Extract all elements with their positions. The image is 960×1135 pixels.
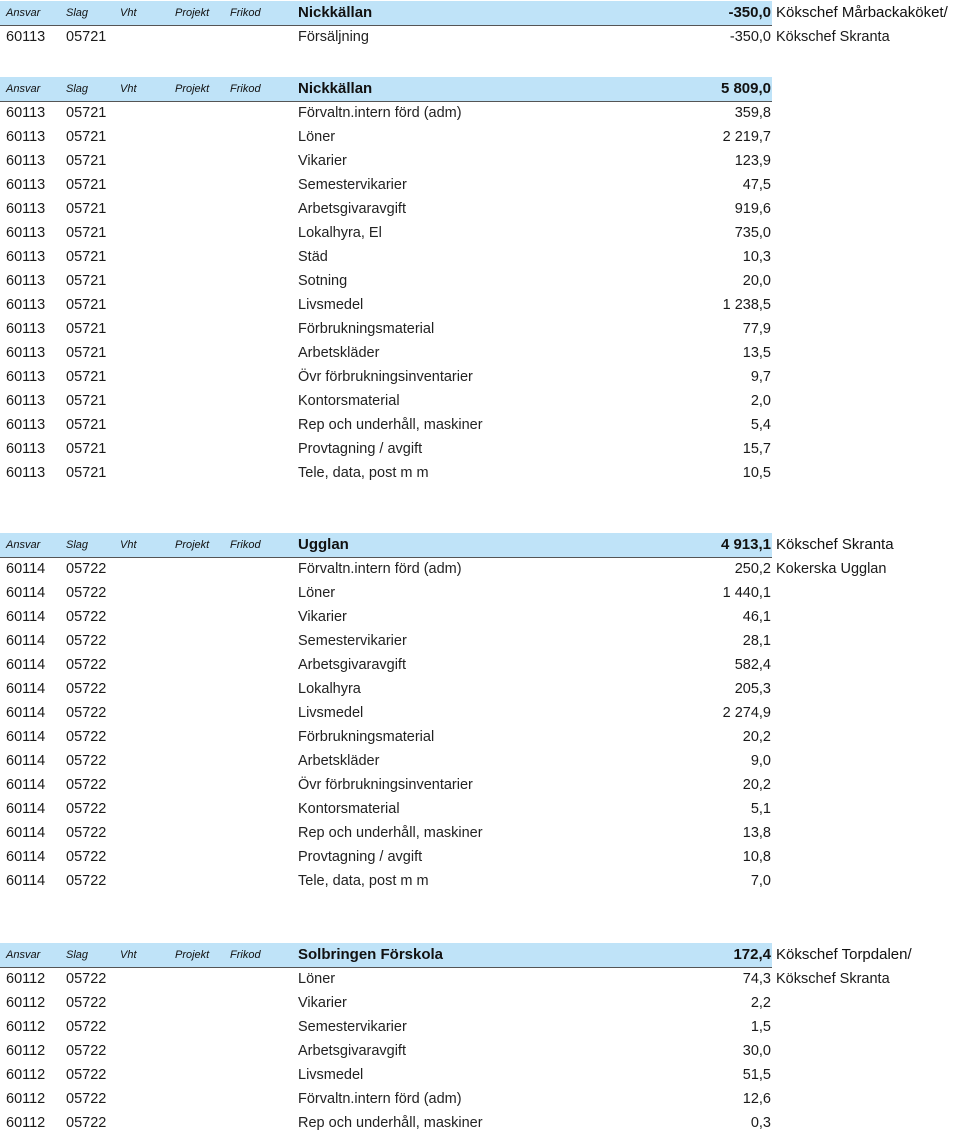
table-row	[0, 701, 960, 725]
table-row	[0, 581, 960, 605]
cell-ansvar: 60112	[6, 1067, 46, 1083]
cell-ansvar: 60113	[6, 369, 46, 385]
cell-name: Arbetskläder	[298, 345, 380, 361]
cell-slag: 05722	[66, 681, 107, 697]
cell-name: Semestervikarier	[298, 633, 407, 649]
cell-slag: 05722	[66, 1091, 107, 1107]
col-label-ansvar: Ansvar	[6, 949, 41, 961]
col-label-ansvar: Ansvar	[6, 539, 41, 551]
cell-slag: 05722	[66, 777, 107, 793]
cell-ansvar: 60112	[6, 1043, 46, 1059]
cell-slag: 05721	[66, 321, 107, 337]
cell-ansvar: 60113	[6, 297, 46, 313]
cell-name: Övr förbrukningsinventarier	[298, 777, 473, 793]
cell-name: Övr förbrukningsinventarier	[298, 369, 473, 385]
cell-ansvar: 60112	[6, 1019, 46, 1035]
cell-amount: 12,6	[742, 1091, 771, 1107]
cell-ansvar: 60113	[6, 321, 46, 337]
cell-name: Städ	[298, 249, 328, 265]
cell-ansvar: 60113	[6, 393, 46, 409]
section-note: Kökschef Skranta	[776, 536, 894, 553]
cell-name: Vikarier	[298, 153, 347, 169]
cell-amount: 582,4	[734, 657, 771, 673]
cell-slag: 05722	[66, 1043, 107, 1059]
col-label-vht: Vht	[120, 83, 137, 95]
cell-amount: 1 440,1	[722, 585, 771, 601]
cell-amount: 205,3	[734, 681, 771, 697]
cell-name: Förvaltn.intern förd (adm)	[298, 561, 462, 577]
cell-slag: 05722	[66, 849, 107, 865]
cell-name: Arbetsgivaravgift	[298, 1043, 406, 1059]
col-label-projekt: Projekt	[175, 83, 210, 95]
cell-slag: 05722	[66, 971, 107, 987]
cell-amount: 13,8	[742, 825, 771, 841]
cell-amount: 1 238,5	[722, 297, 771, 313]
cell-name: Rep och underhåll, maskiner	[298, 417, 483, 433]
cell-name: Förbrukningsmaterial	[298, 729, 435, 745]
cell-slag: 05722	[66, 633, 107, 649]
cell-slag: 05722	[66, 801, 107, 817]
cell-amount: 51,5	[742, 1067, 771, 1083]
cell-amount: 47,5	[742, 177, 771, 193]
col-label-slag: Slag	[66, 539, 89, 551]
table-row	[0, 653, 960, 677]
table-row	[0, 749, 960, 773]
cell-slag: 05722	[66, 609, 107, 625]
section-header	[0, 533, 960, 557]
cell-name: Lokalhyra, El	[298, 225, 382, 241]
cell-amount: 2 274,9	[722, 705, 771, 721]
cell-ansvar: 60114	[6, 873, 46, 889]
cell-name: Vikarier	[298, 995, 347, 1011]
cell-amount: 919,6	[734, 201, 771, 217]
section-name: Nickkällan	[298, 80, 373, 97]
cell-name: Förvaltn.intern förd (adm)	[298, 105, 462, 121]
col-label-frikod: Frikod	[230, 7, 261, 19]
cell-ansvar: 60114	[6, 825, 46, 841]
cell-slag: 05722	[66, 995, 107, 1011]
col-label-slag: Slag	[66, 83, 89, 95]
cell-amount: 10,8	[742, 849, 771, 865]
table-row	[0, 25, 960, 49]
header-band	[0, 77, 772, 101]
cell-ansvar: 60114	[6, 657, 46, 673]
cell-name: Arbetsgivaravgift	[298, 657, 406, 673]
table-row	[0, 101, 960, 125]
table-row	[0, 605, 960, 629]
cell-slag: 05722	[66, 873, 107, 889]
cell-slag: 05721	[66, 417, 107, 433]
cell-ansvar: 60113	[6, 129, 46, 145]
cell-name: Livsmedel	[298, 1067, 364, 1083]
cell-ansvar: 60112	[6, 1091, 46, 1107]
cell-name: Arbetskläder	[298, 753, 380, 769]
header-band	[0, 533, 772, 557]
cell-slag: 05721	[66, 201, 107, 217]
cell-slag: 05721	[66, 129, 107, 145]
cell-name: Vikarier	[298, 609, 347, 625]
cell-name: Livsmedel	[298, 705, 364, 721]
cell-ansvar: 60113	[6, 345, 46, 361]
cell-amount: 1,5	[750, 1019, 771, 1035]
col-label-projekt: Projekt	[175, 7, 210, 19]
section-header	[0, 943, 960, 967]
cell-amount: 9,7	[750, 369, 771, 385]
table-row	[0, 1063, 960, 1087]
cell-name: Semestervikarier	[298, 177, 407, 193]
table-row	[0, 1087, 960, 1111]
cell-slag: 05721	[66, 297, 107, 313]
cell-ansvar: 60114	[6, 609, 46, 625]
cell-ansvar: 60113	[6, 417, 46, 433]
section-note: Kökschef Mårbackaköket/	[776, 4, 948, 21]
cell-slag: 05722	[66, 585, 107, 601]
cell-slag: 05722	[66, 753, 107, 769]
cell-amount: 74,3	[742, 971, 771, 987]
cell-ansvar: 60114	[6, 777, 46, 793]
col-label-projekt: Projekt	[175, 949, 210, 961]
table-row	[0, 221, 960, 245]
cell-amount: -350,0	[729, 29, 771, 45]
col-label-frikod: Frikod	[230, 539, 261, 551]
cell-amount: 2,0	[750, 393, 771, 409]
cell-amount: 20,2	[742, 729, 771, 745]
cell-name: Tele, data, post m m	[298, 465, 429, 481]
table-row	[0, 341, 960, 365]
cell-ansvar: 60114	[6, 633, 46, 649]
cell-ansvar: 60114	[6, 681, 46, 697]
cell-ansvar: 60113	[6, 153, 46, 169]
cell-name: Sotning	[298, 273, 348, 289]
section-total: 5 809,0	[720, 80, 771, 97]
cell-name: Löner	[298, 971, 336, 987]
table-row	[0, 389, 960, 413]
cell-note: Kökschef Skranta	[776, 971, 890, 987]
cell-amount: 9,0	[750, 753, 771, 769]
cell-name: Kontorsmaterial	[298, 393, 400, 409]
table-row	[0, 1111, 960, 1135]
col-label-ansvar: Ansvar	[6, 83, 41, 95]
cell-amount: 250,2	[734, 561, 771, 577]
cell-slag: 05721	[66, 225, 107, 241]
section-header	[0, 1, 960, 25]
cell-slag: 05721	[66, 345, 107, 361]
cell-ansvar: 60114	[6, 729, 46, 745]
cell-note: Kokerska Ugglan	[776, 561, 887, 577]
table-row	[0, 845, 960, 869]
cell-name: Tele, data, post m m	[298, 873, 429, 889]
cell-amount: 735,0	[734, 225, 771, 241]
cell-name: Förvaltn.intern förd (adm)	[298, 1091, 462, 1107]
table-row	[0, 149, 960, 173]
cell-ansvar: 60112	[6, 995, 46, 1011]
cell-amount: 28,1	[742, 633, 771, 649]
section-name: Solbringen Förskola	[298, 946, 444, 963]
cell-amount: 30,0	[742, 1043, 771, 1059]
cell-slag: 05722	[66, 705, 107, 721]
cell-slag: 05722	[66, 825, 107, 841]
cell-ansvar: 60114	[6, 705, 46, 721]
section-total: -350,0	[728, 4, 771, 21]
table-row	[0, 773, 960, 797]
cell-amount: 359,8	[734, 105, 771, 121]
cell-note: Kökschef Skranta	[776, 29, 890, 45]
table-row	[0, 1039, 960, 1063]
table-row	[0, 821, 960, 845]
col-label-slag: Slag	[66, 949, 89, 961]
table-row	[0, 725, 960, 749]
cell-ansvar: 60112	[6, 971, 46, 987]
cell-name: Löner	[298, 129, 336, 145]
cell-slag: 05721	[66, 177, 107, 193]
table-row	[0, 797, 960, 821]
table-row	[0, 293, 960, 317]
cell-amount: 2 219,7	[722, 129, 771, 145]
table-row	[0, 125, 960, 149]
cell-amount: 46,1	[742, 609, 771, 625]
cell-slag: 05721	[66, 29, 107, 45]
cell-name: Semestervikarier	[298, 1019, 407, 1035]
table-row	[0, 1015, 960, 1039]
cell-ansvar: 60114	[6, 849, 46, 865]
cell-slag: 05722	[66, 1019, 107, 1035]
table-row	[0, 197, 960, 221]
col-label-vht: Vht	[120, 539, 137, 551]
cell-slag: 05721	[66, 441, 107, 457]
table-row	[0, 557, 960, 581]
cell-amount: 5,1	[750, 801, 771, 817]
col-label-frikod: Frikod	[230, 949, 261, 961]
section-note: Kökschef Torpdalen/	[776, 946, 912, 963]
cell-slag: 05722	[66, 657, 107, 673]
col-label-vht: Vht	[120, 949, 137, 961]
cell-ansvar: 60114	[6, 753, 46, 769]
cell-amount: 2,2	[750, 995, 771, 1011]
cell-ansvar: 60113	[6, 465, 46, 481]
cell-name: Arbetsgivaravgift	[298, 201, 406, 217]
cell-amount: 123,9	[734, 153, 771, 169]
cell-slag: 05721	[66, 369, 107, 385]
cell-slag: 05721	[66, 153, 107, 169]
cell-ansvar: 60114	[6, 585, 46, 601]
cell-slag: 05722	[66, 561, 107, 577]
cell-name: Förbrukningsmaterial	[298, 321, 435, 337]
cell-slag: 05721	[66, 105, 107, 121]
table-row	[0, 991, 960, 1015]
section-total: 4 913,1	[720, 536, 771, 553]
cell-name: Rep och underhåll, maskiner	[298, 825, 483, 841]
cell-name: Kontorsmaterial	[298, 801, 400, 817]
cell-amount: 20,0	[742, 273, 771, 289]
cell-slag: 05722	[66, 1067, 107, 1083]
table-row	[0, 461, 960, 485]
cell-amount: 5,4	[750, 417, 771, 433]
table-row	[0, 629, 960, 653]
cell-amount: 10,5	[742, 465, 771, 481]
section-name: Nickkällan	[298, 4, 373, 21]
cell-ansvar: 60113	[6, 105, 46, 121]
cell-slag: 05721	[66, 393, 107, 409]
col-label-ansvar: Ansvar	[6, 7, 41, 19]
table-row	[0, 413, 960, 437]
cell-amount: 77,9	[742, 321, 771, 337]
section-name: Ugglan	[298, 536, 349, 553]
cell-ansvar: 60113	[6, 177, 46, 193]
cell-name: Lokalhyra	[298, 681, 361, 697]
cell-slag: 05721	[66, 249, 107, 265]
cell-ansvar: 60113	[6, 441, 46, 457]
cell-name: Löner	[298, 585, 336, 601]
cell-ansvar: 60113	[6, 249, 46, 265]
table-row	[0, 365, 960, 389]
col-label-slag: Slag	[66, 7, 89, 19]
cell-amount: 7,0	[750, 873, 771, 889]
cell-amount: 13,5	[742, 345, 771, 361]
section-total: 172,4	[733, 946, 771, 963]
table-row	[0, 317, 960, 341]
cell-amount: 15,7	[742, 441, 771, 457]
cell-ansvar: 60113	[6, 201, 46, 217]
cell-name: Livsmedel	[298, 297, 364, 313]
cell-slag: 05722	[66, 1115, 107, 1131]
table-row	[0, 869, 960, 893]
cell-name: Provtagning / avgift	[298, 441, 423, 457]
cell-ansvar: 60113	[6, 273, 46, 289]
header-band	[0, 1, 772, 25]
col-label-projekt: Projekt	[175, 539, 210, 551]
cell-amount: 0,3	[750, 1115, 771, 1131]
cell-ansvar: 60113	[6, 225, 46, 241]
table-row	[0, 677, 960, 701]
section-header	[0, 77, 960, 101]
cell-slag: 05721	[66, 465, 107, 481]
cell-ansvar: 60114	[6, 801, 46, 817]
col-label-frikod: Frikod	[230, 83, 261, 95]
cell-ansvar: 60113	[6, 29, 46, 45]
table-row	[0, 967, 960, 991]
cell-slag: 05722	[66, 729, 107, 745]
table-row	[0, 269, 960, 293]
cell-amount: 20,2	[742, 777, 771, 793]
cell-amount: 10,3	[742, 249, 771, 265]
cell-name: Rep och underhåll, maskiner	[298, 1115, 483, 1131]
cell-name: Försäljning	[298, 29, 369, 45]
cell-ansvar: 60114	[6, 561, 46, 577]
table-row	[0, 173, 960, 197]
table-row	[0, 245, 960, 269]
table-row	[0, 437, 960, 461]
col-label-vht: Vht	[120, 7, 137, 19]
cell-name: Provtagning / avgift	[298, 849, 423, 865]
cell-slag: 05721	[66, 273, 107, 289]
cell-ansvar: 60112	[6, 1115, 46, 1131]
